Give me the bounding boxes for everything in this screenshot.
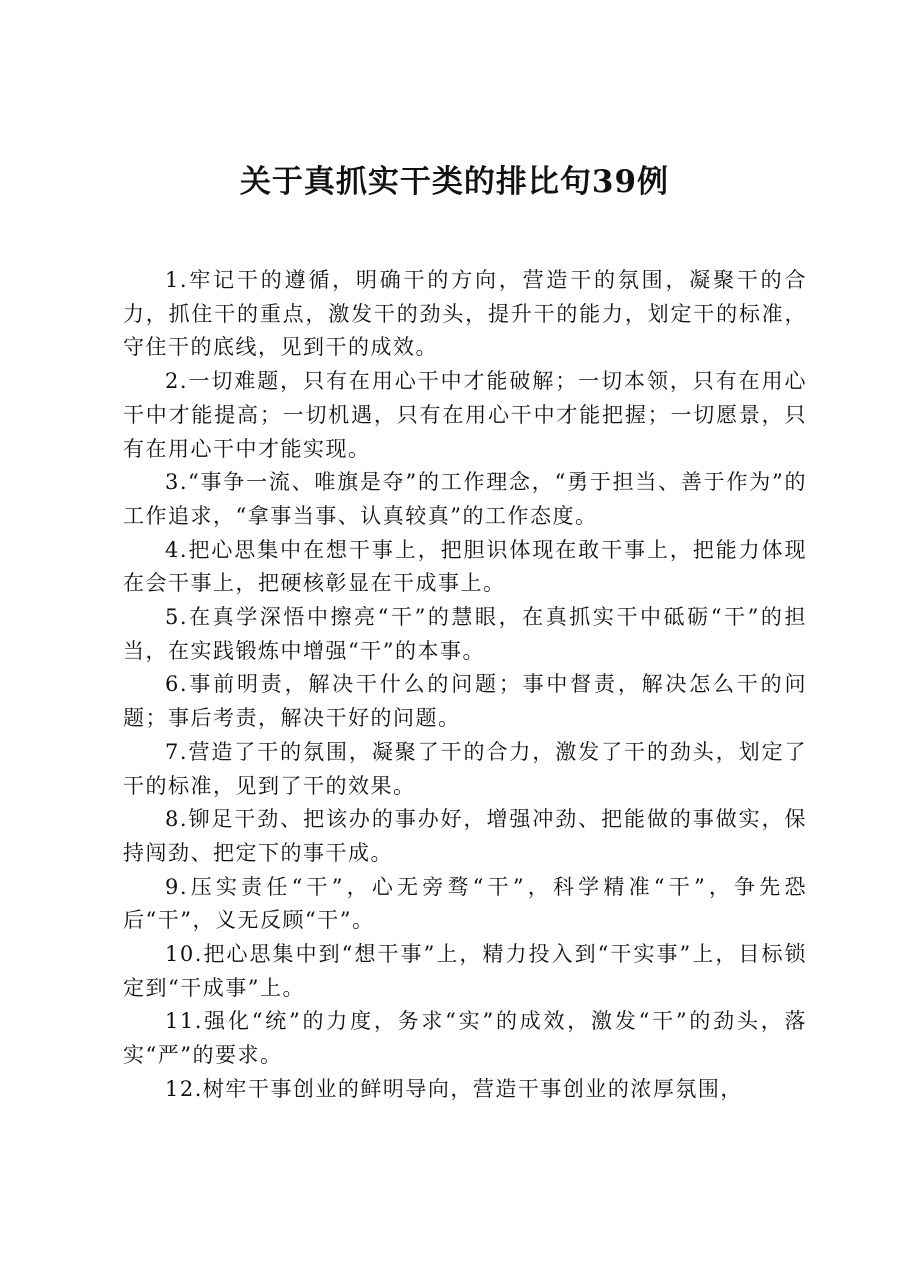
document-title: 关于真抓实干类的排比句39例 (239, 164, 670, 200)
paragraph-5: 5.在真学深悟中擦亮“干”的慧眼，在真抓实干中砥砺“干”的担当，在实践锻炼中增强“干”的本事。 (123, 605, 807, 663)
paragraph-12: 12.树牢干事创业的鲜明导向，营造干事创业的浓厚氛围， (165, 1076, 743, 1101)
paragraph-6: 6.事前明责，解决干什么的问题；事中督责，解决怎么干的问题；事后考责，解决干好的问题。 (123, 672, 807, 731)
paragraph-7: 7.营造了干的氛围，凝聚了干的合力，激发了干的劲头，划定了干的标准，见到了干的效果。 (123, 739, 807, 798)
paragraph-4: 4.把心思集中在想干事上，把胆识体现在敢干事上，把能力体现在会干事上，把硬核彰显在干成事上。 (123, 537, 807, 596)
paragraph-9: 9.压实责任“干”，心无旁骛“干”，科学精准“干”，争先恐后“干”，义无反顾“干”。 (123, 874, 807, 933)
paragraph-8: 8.铆足干劲、把该办的事办好，增强冲劲、把能做的事做实，保持闯劲、把定下的事干成。 (123, 807, 807, 865)
document-body (123, 264, 807, 1107)
paragraph-2: 2.一切难题，只有在用心干中才能破解；一切本领，只有在用心干中才能提高；一切机遇，只有在用心干中才能把握；一切愿景，只有在用心干中才能实现。 (123, 369, 807, 461)
paragraph-10: 10.把心思集中到“想干事”上，精力投入到“干实事”上，目标锁定到“干成事”上。 (123, 942, 807, 1000)
paragraph-11: 11.强化“统”的力度，务求“实”的成效，激发“干”的劲头，落实“严”的要求。 (123, 1009, 807, 1068)
paragraph-1: 1.牢记干的遵循，明确干的方向，营造干的氛围，凝聚干的合力，抓住干的重点，激发干的劲头，提升干的能力，划定干的标准，守住干的底线，见到干的成效。 (123, 268, 807, 360)
paragraph-3: 3.“事争一流、唯旗是夺”的工作理念，“勇于担当、善于作为”的工作追求，“拿事当事、认真较真”的工作态度。 (123, 470, 807, 528)
